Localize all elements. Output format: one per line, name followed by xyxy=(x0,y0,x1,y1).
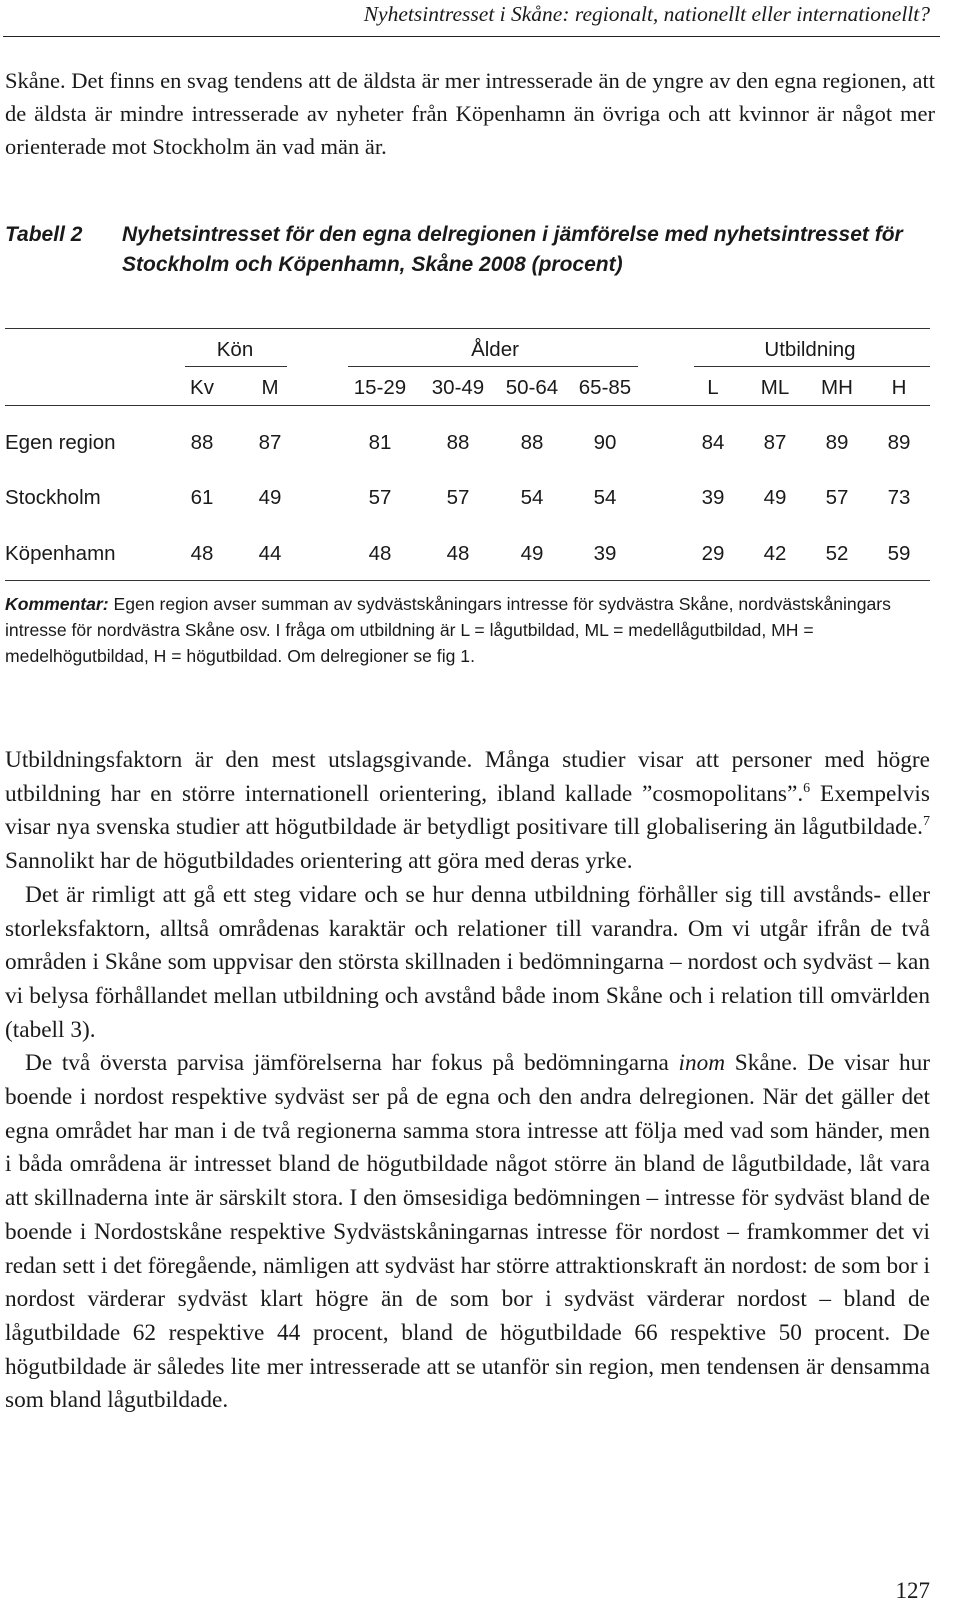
intro-paragraph: Skåne. Det finns en svag tendens att de äldsta är mer intresserade än de yngre av den egna regionen, att de äldsta är mindre intresserade av nyheter från Köpenhamn än övriga och att kvinnor är något mer orienterade mot Stockholm än vad män är. xyxy=(5,68,935,159)
body-text xyxy=(5,744,930,1418)
body-text-segment: De två översta parvisa jämförelserna har fokus på bedömningarna xyxy=(25,1050,679,1077)
column-header: H xyxy=(891,376,907,399)
body-paragraph: Det är rimligt att gå ett steg vidare och se hur denna utbildning förhåller sig till avstånds- eller storleksfaktorn, alltså områdenas karaktär och relationer till varandra. Om vi utgår ifrån de två områden i Skåne som uppvisar den största skillnaden i bedömningarna – nordost och sydväst – kan vi belysa förhållandet mellan utbildning och avstånd både inom Skåne och i relation till omvärlden (tabell 3). xyxy=(5,881,930,1043)
table-cell: 87 xyxy=(258,431,282,454)
footnote-ref: 6 xyxy=(803,780,811,796)
table-cell: 54 xyxy=(520,486,544,509)
table-cell: 87 xyxy=(763,431,787,454)
footnote-ref: 7 xyxy=(923,814,930,830)
table-cell: 88 xyxy=(446,431,470,454)
body-text-segment: Utbildningsfaktorn är den mest utslagsgivande. Många studier visar att personer med högre utbildning har en större internationell orientering, ibland kallade ”cosmopolitans”. xyxy=(5,747,930,807)
group-header-alder: Ålder xyxy=(471,338,519,361)
table-cell: 88 xyxy=(520,431,544,454)
table-cell: 90 xyxy=(593,431,617,454)
table-label: Tabell 2 xyxy=(5,223,83,246)
table-cell: 42 xyxy=(763,542,787,565)
body-text-segment: Skåne. De visar hur boende i nordost respektive sydväst ser på de egna och den andra delregionen. När det gäller det egna området har man i de två regionerna samma stora intresse att följa med vad som händer, men i båda områdena är intresset bland de högutbildade något större än bland de lågutbildade, låt vara att skillnaderna inte är särskilt stora. I den ömsesidiga bedömningen – intresse för sydväst bland de boende i Nordostskåne respektive Sydvästskåningarnas intresse för nordost – framkommer det vi redan sett i det föregående, nämligen att sydväst har större attraktionskraft än nordost: de som bor i nordost värderar sydväst klart högre än de som bor i sydväst värderar nordost – bland de lågutbildade 62 respektive 44 procent, bland de högutbildade 66 respektive 50 procent. De högutbildade är således lite mer intresserade att se utanför sin region, men tendensen är densamma som bland lågutbildade. xyxy=(5,1050,931,1414)
row-label: Stockholm xyxy=(5,486,101,509)
page-number: 127 xyxy=(895,1578,930,1603)
row-label: Egen region xyxy=(5,431,116,454)
table-cell: 81 xyxy=(368,431,392,454)
row-label: Köpenhamn xyxy=(5,542,116,565)
table-cell: 48 xyxy=(190,542,214,565)
column-header: M xyxy=(261,376,279,399)
table-cell: 89 xyxy=(825,431,849,454)
body-paragraph xyxy=(5,1047,930,1418)
column-header: 50-64 xyxy=(505,376,559,399)
table-cell: 48 xyxy=(368,542,392,565)
group-rule-kon xyxy=(185,366,287,367)
table-cell: 49 xyxy=(520,542,544,565)
table-top-rule xyxy=(5,328,930,329)
table-cell: 39 xyxy=(701,486,725,509)
table-cell: 88 xyxy=(190,431,214,454)
column-header: ML xyxy=(760,376,790,399)
table-cell: 57 xyxy=(825,486,849,509)
table-cell: 54 xyxy=(593,486,617,509)
table-cell: 57 xyxy=(446,486,470,509)
column-header: 15-29 xyxy=(353,376,407,399)
table-title: Nyhetsintresset för den egna delregionen i jämförelse med nyhetsintresset för Stockholm och Köpenhamn, Skåne 2008 (procent) xyxy=(122,223,903,276)
table-cell: 52 xyxy=(825,542,849,565)
body-paragraph xyxy=(5,744,930,879)
table-cell: 57 xyxy=(368,486,392,509)
table-cell: 29 xyxy=(701,542,725,565)
header-rule xyxy=(3,36,940,37)
running-header: Nyhetsintresset i Skåne: regionalt, nationellt eller internationellt? xyxy=(363,2,930,26)
table-cell: 48 xyxy=(446,542,470,565)
body-text-segment: Sannolikt har de högutbildades orientering att göra med deras yrke. xyxy=(5,848,633,875)
column-header: 30-49 xyxy=(431,376,485,399)
table-cell: 49 xyxy=(763,486,787,509)
column-header: Kv xyxy=(190,376,214,399)
comment-text: Egen region avser summan av sydvästskåningars intresse för sydvästra Skåne, nordvästskåningars intresse för nordvästra Skåne osv. I fråga om utbildning är L = lågutbildad, ML = medellågutbildad, MH = medelhögutbildad, H = högutbildad. Om delregioner se fig 1. xyxy=(5,594,891,666)
column-header: L xyxy=(707,376,719,399)
table-cell: 61 xyxy=(190,486,214,509)
table-header-rule xyxy=(5,405,930,406)
table-cell: 49 xyxy=(258,486,282,509)
table-bottom-rule xyxy=(5,580,930,581)
table-comment xyxy=(5,591,940,669)
column-header: 65-85 xyxy=(578,376,632,399)
group-header-utbildning: Utbildning xyxy=(764,338,856,361)
comment-label: Kommentar: xyxy=(5,594,109,614)
table-cell: 84 xyxy=(701,431,725,454)
body-text-segment: Exempelvis visar nya svenska studier att högutbildade är betydligt positivare till globalisering än lågutbildade. xyxy=(5,780,930,841)
emphasis-text: inom xyxy=(678,1050,726,1077)
table-cell: 73 xyxy=(887,486,911,509)
table-cell: 89 xyxy=(887,431,911,454)
table-cell: 39 xyxy=(593,542,617,565)
table-cell: 44 xyxy=(258,542,282,565)
group-header-kon: Kön xyxy=(216,338,254,361)
group-rule-utbildning xyxy=(694,366,930,367)
table-cell: 59 xyxy=(887,542,911,565)
column-header: MH xyxy=(821,376,853,399)
group-rule-alder xyxy=(348,366,638,367)
